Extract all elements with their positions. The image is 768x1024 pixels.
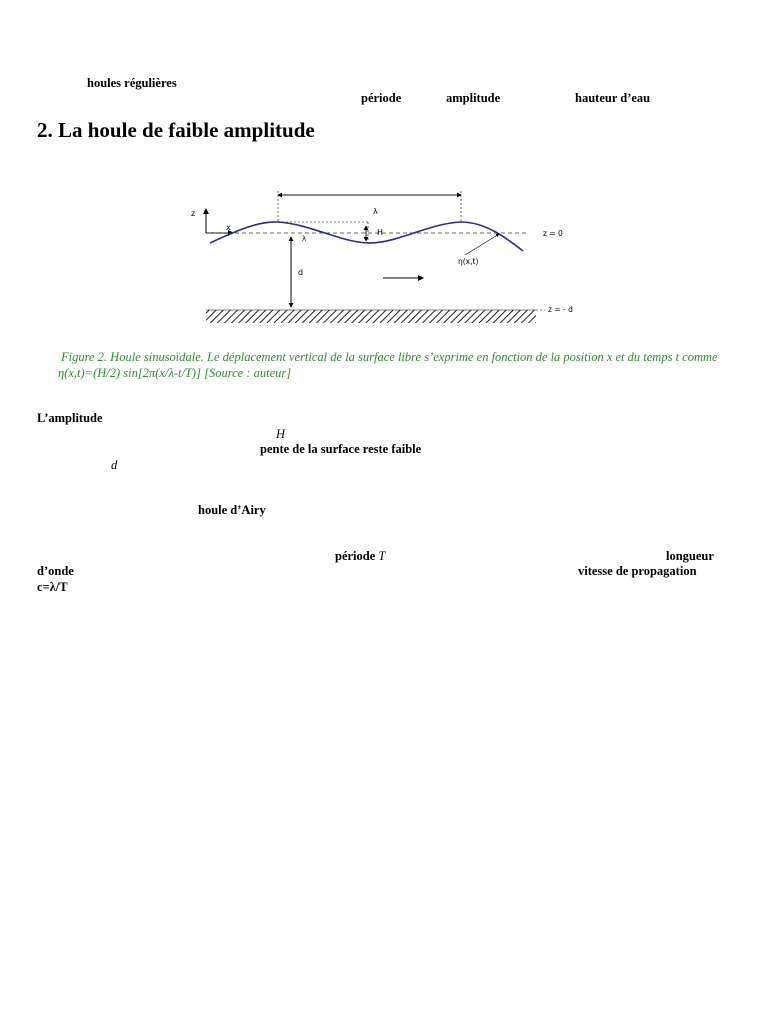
- wave-curve: [210, 222, 523, 251]
- text-longueur: longueur: [666, 549, 714, 563]
- figure-caption: [48, 349, 728, 381]
- text-d: d: [111, 458, 118, 472]
- label-d: d: [298, 268, 304, 277]
- text-donde: d’onde: [37, 564, 74, 578]
- text-periode-T: période T: [335, 549, 386, 563]
- wave-figure: [185, 185, 585, 330]
- text-amplitude: amplitude: [446, 91, 501, 105]
- label-eta: η(x,t): [458, 257, 479, 266]
- text-periode: période: [361, 91, 402, 105]
- text-vitesse: vitesse de propagation: [578, 564, 697, 578]
- seabed: [206, 310, 536, 323]
- wave-diagram: [185, 185, 585, 330]
- text-lamplitude: L’amplitude: [37, 411, 103, 425]
- label-x: x: [226, 223, 231, 232]
- label-zd: z = - d: [548, 305, 573, 314]
- text-H: H: [276, 427, 286, 441]
- label-z0: z = 0: [543, 229, 563, 238]
- text-c-formula: c=λ/T: [37, 580, 68, 594]
- text-hauteur-deau: hauteur d’eau: [575, 91, 651, 105]
- label-H: H: [377, 228, 384, 237]
- text-houles-regulieres: houles régulières: [87, 76, 177, 90]
- caption-line-2: η(x,t)=(H/2) sin[2π(x/λ-t/T)] [Source : auteur]: [58, 366, 292, 380]
- caption-line-1: Figure 2. Houle sinusoïdale. Le déplacement vertical de la surface libre s’exprime en fonction de la position x et du temps t comme: [61, 350, 718, 364]
- text-pente: pente de la surface reste faible: [260, 442, 422, 456]
- label-lambda-top: λ: [373, 207, 378, 216]
- label-z: z: [191, 209, 196, 218]
- label-lambda-small: λ: [302, 235, 307, 243]
- text-houle-airy: houle d’Airy: [198, 503, 266, 517]
- section-title: 2. La houle de faible amplitude: [37, 118, 315, 142]
